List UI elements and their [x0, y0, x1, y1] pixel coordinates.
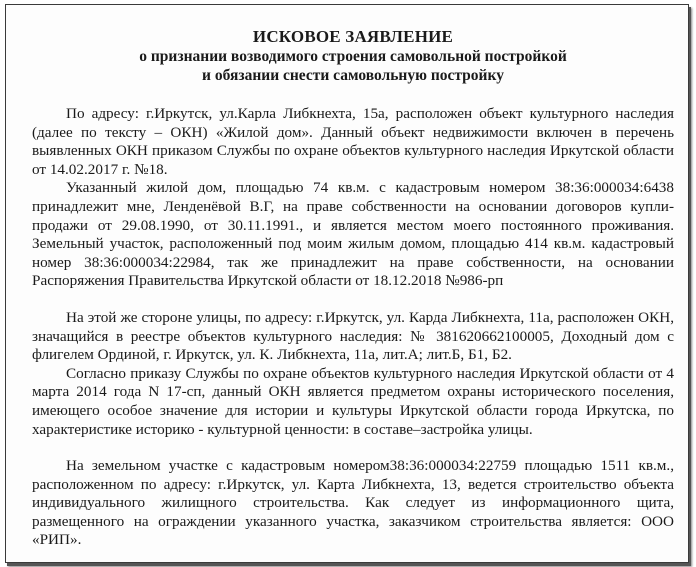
paragraph-address-okn: По адресу: г.Иркутск, ул.Карла Либкнехта, 15а, расположен объект культурного наследия (далее по тексту – ОКН) «Жилой дом». Данный объект недвижимости включен в перечень выявленных ОКН приказом Службы по охране объектов культурного наследия Иркутской области от 14.02.2017 г. №18. — [32, 105, 674, 178]
paragraph-neighbor-okn: На этой же стороне улицы, по адресу: г.Иркутск, ул. Карда Либкнехта, 11а, расположен ОКН, значащийся в реестре объектов культурного наследия: № 381620662100005, Доходный дом с флигелем Ординой, г. Иркутск, ул. К. Либкнехта, 11а, лит.А; лит.Б, Б1, Б2. — [32, 308, 674, 364]
document-subtitle-line-2: и обязании снести самовольную постройку — [202, 67, 504, 84]
document-frame — [5, 4, 689, 563]
document-body — [32, 105, 674, 550]
document-subtitle-line-1: о признании возводимого строения самовольной постройкой — [139, 48, 567, 65]
paragraph-house-ownership: Указанный жилой дом, площадью 74 кв.м. с кадастровым номером 38:36:000034:6438 принадлежит мне, Ленденёвой В.Г, на праве собственности на основании договоров купли-продажи от 29.08.1990, от 30.11.1991., и является местом моего постоянного проживания. Земельный участок, расположенный под моим жилым домом, площадью 414 кв.м. кадастровый номер 38:36:000034:22984, так же принадлежит на праве собственности, на основании Распоряжения Правительства Иркутской области от 18.12.2018 №986-рп — [32, 179, 674, 290]
document-title: ИСКОВОЕ ЗАЯВЛЕНИЕ — [252, 27, 454, 46]
document-page — [32, 27, 674, 550]
paragraph-construction: На земельном участке с кадастровым номером38:36:000034:22759 площадью 1511 кв.м., расположенном по адресу: г.Иркутск, ул. Карта Либкнехта, 13, ведется строительство объекта индивидуального жилищного строительства. Как следует из информационного щита, размещенного на ограждении указанного участка, заказчиком строительства является: ООО «РИП». — [32, 457, 674, 549]
paragraph-protection-order: Согласно приказу Службы по охране объектов культурного наследия Иркутской области от 4 марта 2014 года N 17-сп, данный ОКН является предметом охраны исторического поселения, имеющего особое значение для истории и культуры Иркутской области города Иркутска, по характеристике историко - культурной ценности: в составе–застройка улицы. — [32, 364, 674, 438]
